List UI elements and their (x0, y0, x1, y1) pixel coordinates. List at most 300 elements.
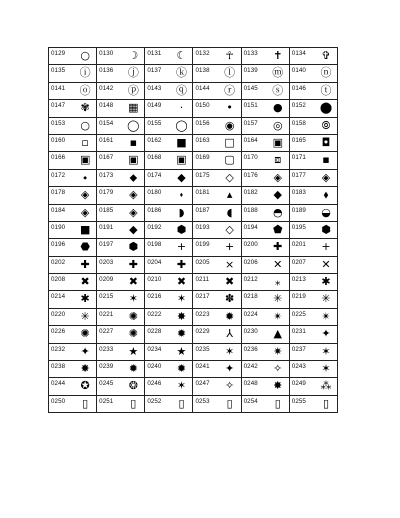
symbol-code: 0235 (195, 345, 210, 353)
symbol-code: 0171 (291, 154, 306, 162)
symbol-table-body (49, 48, 338, 413)
diamond-outline-icon: ◇ (225, 222, 234, 236)
symbol-code: 0213 (291, 276, 306, 284)
diamond-in-diamond-icon: ◈ (80, 205, 90, 219)
symbol-cell (49, 308, 97, 325)
symbol-cell (241, 100, 289, 117)
symbol-cell (145, 326, 193, 343)
symbol-code: 0212 (243, 276, 258, 284)
medium-circle-icon: ● (272, 101, 283, 115)
symbol-code: 0165 (291, 136, 306, 144)
symbol-code: 0175 (195, 171, 210, 179)
symbol-cell (193, 221, 241, 238)
symbol-cell (49, 239, 97, 256)
symbol-code: 0230 (243, 328, 258, 336)
symbol-cell (97, 361, 145, 378)
symbol-code: 0200 (243, 241, 258, 249)
rectangle-outline-icon: ▯ (322, 396, 330, 410)
circled-numeral-icon: ⓠ (175, 83, 187, 97)
symbol-code: 0237 (291, 345, 306, 353)
symbol-cell (241, 117, 289, 134)
symbol-cell (97, 48, 145, 65)
asterisk-icon: ✱ (80, 292, 90, 306)
symbol-code: 0244 (51, 380, 66, 388)
circle-outline-icon: ◯ (175, 118, 188, 132)
six-point-star-icon: ✶ (321, 344, 331, 358)
symbol-code: 0190 (51, 223, 66, 231)
symbol-cell (241, 378, 289, 395)
circled-star-icon: ✪ (80, 379, 90, 393)
symbol-code: 0148 (99, 102, 114, 110)
symbol-code: 0196 (51, 241, 66, 249)
symbol-cell (289, 308, 337, 325)
sixteen-point-asterisk-icon: ✺ (80, 327, 90, 341)
symbol-code: 0253 (195, 397, 210, 405)
twelve-point-star-icon: ✹ (176, 362, 187, 376)
sixteen-point-asterisk-icon: ✺ (128, 309, 138, 323)
eight-point-star-icon: ✷ (273, 344, 283, 358)
four-point-star-outline-icon: ✧ (273, 362, 283, 376)
small-dot-icon: · (179, 101, 184, 115)
symbol-cell (289, 100, 337, 117)
symbol-cell (97, 152, 145, 169)
symbol-code: 0130 (99, 50, 114, 57)
horizontal-hexagon-icon: ⬣ (80, 240, 90, 254)
symbol-cell (97, 65, 145, 82)
symbol-cell (289, 187, 337, 204)
symbol-code: 0150 (195, 102, 210, 110)
symbol-code: 0193 (195, 223, 210, 231)
symbol-code: 0134 (291, 50, 306, 57)
circled-numeral-icon: ⓡ (224, 83, 236, 97)
symbol-code: 0231 (291, 328, 306, 336)
symbol-code: 0156 (195, 119, 210, 127)
symbol-code: 0194 (243, 223, 258, 231)
diamond-in-diamond-icon: ◈ (129, 205, 138, 219)
symbol-code: 0220 (51, 310, 66, 318)
x-icon: ✕ (321, 257, 331, 271)
table-row (49, 291, 338, 308)
symbol-code: 0239 (99, 363, 114, 371)
symbol-cell (193, 204, 241, 221)
symbol-cell (145, 395, 193, 412)
symbol-cell (289, 256, 337, 273)
symbol-code: 0227 (99, 328, 114, 336)
circle-outline-icon: ○ (80, 49, 90, 62)
symbol-code: 0144 (195, 84, 210, 92)
symbol-code: 0249 (291, 380, 306, 388)
symbol-code: 0151 (243, 102, 258, 110)
symbol-cell (193, 239, 241, 256)
asterisk-icon: ✱ (321, 275, 331, 289)
symbol-code: 0221 (99, 310, 114, 318)
symbol-code: 0139 (243, 67, 258, 75)
circled-numeral-icon: ⓞ (79, 83, 91, 97)
symbol-cell (289, 343, 337, 360)
symbol-cell (193, 65, 241, 82)
heavy-asterisk-icon: ✽ (225, 292, 235, 306)
symbol-cell (241, 221, 289, 238)
symbol-cell (97, 343, 145, 360)
right-half-circle-icon: ◗ (178, 205, 185, 219)
symbol-code: 0169 (195, 154, 210, 162)
symbol-code: 0161 (99, 136, 114, 144)
small-triangle-icon: ▴ (226, 188, 233, 202)
symbol-cell (289, 48, 337, 65)
symbol-code: 0201 (291, 241, 306, 249)
symbol-code: 0141 (51, 84, 66, 92)
flower-icon: ✾ (80, 101, 90, 115)
symbol-cell (97, 221, 145, 238)
square-in-square-icon: ▣ (272, 135, 283, 149)
eight-point-star-icon: ✴ (321, 309, 331, 323)
symbol-cell (49, 274, 97, 291)
symbol-code: 0192 (147, 223, 162, 231)
symbol-cell (49, 343, 97, 360)
square-icon: ■ (176, 135, 187, 149)
symbol-cell (49, 221, 97, 238)
table-row (49, 378, 338, 395)
symbol-code: 0218 (243, 293, 258, 301)
symbol-code: 0178 (51, 189, 66, 197)
diamond-icon: ◆ (177, 170, 186, 184)
symbol-cell (145, 117, 193, 134)
symbol-cell (289, 378, 337, 395)
symbol-cell (289, 204, 337, 221)
heavy-eight-point-star-icon: ✸ (176, 309, 187, 323)
symbol-code: 0238 (51, 363, 66, 371)
pentagon-icon: ⬟ (273, 222, 283, 236)
symbol-code: 0228 (147, 328, 162, 336)
symbol-code: 0154 (99, 119, 114, 127)
square-icon: ■ (79, 222, 91, 236)
symbol-cell (241, 82, 289, 99)
symbol-code: 0215 (99, 293, 114, 301)
symbol-cell (97, 308, 145, 325)
heavy-x-icon: ✖ (128, 275, 138, 289)
symbol-cell (49, 82, 97, 99)
symbol-cell (193, 343, 241, 360)
three-point-star-icon: ⅄ (226, 327, 233, 341)
symbol-cell (97, 169, 145, 186)
symbol-cell (49, 117, 97, 134)
square-in-square-icon: ▣ (176, 153, 187, 167)
symbol-code: 0202 (51, 258, 66, 266)
table-row (49, 82, 338, 99)
symbol-code: 0199 (195, 241, 210, 249)
small-square-icon: ▪ (129, 135, 138, 149)
symbol-cell (289, 117, 337, 134)
symbol-cell (241, 239, 289, 256)
symbol-code: 0240 (147, 363, 162, 371)
symbol-code: 0185 (99, 206, 114, 214)
hexagon-icon: ⬢ (176, 222, 187, 236)
circled-numeral-icon: ⓢ (272, 83, 284, 97)
symbol-cell (97, 100, 145, 117)
symbol-cell (145, 343, 193, 360)
circled-numeral-icon: ⓟ (127, 83, 139, 97)
symbol-code: 0226 (51, 328, 66, 336)
symbol-code: 0243 (291, 363, 306, 371)
symbol-cell (97, 117, 145, 134)
table-row (49, 326, 338, 343)
symbol-code: 0173 (99, 171, 114, 179)
symbol-code: 0166 (51, 154, 66, 162)
symbol-cell (193, 395, 241, 412)
table-row (49, 256, 338, 273)
symbol-code: 0146 (291, 84, 306, 92)
symbol-code: 0172 (51, 171, 66, 179)
left-half-circle-icon: ◖ (226, 205, 233, 219)
diamond-icon: ◆ (129, 222, 138, 236)
shadowed-cross-icon: ✞ (321, 49, 331, 62)
symbol-cell (49, 204, 97, 221)
symbol-code: 0162 (147, 136, 162, 144)
symbol-code: 0177 (291, 171, 306, 179)
symbol-code: 0164 (243, 136, 258, 144)
table-row (49, 187, 338, 204)
twelve-point-star-icon: ✹ (225, 309, 235, 323)
symbol-code: 0209 (99, 276, 114, 284)
table-row (49, 48, 338, 65)
heavy-plus-icon: ✚ (176, 257, 187, 271)
symbol-code: 0182 (243, 189, 258, 197)
five-point-star-icon: ★ (128, 344, 139, 358)
symbol-cell (241, 256, 289, 273)
symbol-code: 0214 (51, 293, 66, 301)
symbol-cell (241, 169, 289, 186)
symbol-code: 0136 (99, 67, 114, 75)
symbol-cell (145, 65, 193, 82)
symbol-cell (193, 308, 241, 325)
thin-asterisk-icon: ⁎ (275, 275, 281, 289)
symbol-cell (145, 187, 193, 204)
symbol-cell (241, 134, 289, 151)
small-lozenge-icon: ⬪ (179, 188, 184, 202)
six-point-star-icon: ✶ (225, 344, 235, 358)
symbol-cell (145, 256, 193, 273)
rectangle-outline-icon: ▯ (82, 396, 89, 410)
symbol-code: 0145 (243, 84, 258, 92)
symbol-cell (145, 82, 193, 99)
four-point-star-icon: ✦ (80, 344, 90, 358)
square-in-square-icon: ▣ (128, 153, 139, 167)
symbol-code: 0187 (195, 206, 210, 214)
thin-plus-icon: + (176, 240, 187, 254)
symbol-cell (145, 291, 193, 308)
symbol-code: 0180 (147, 189, 162, 197)
symbol-code: 0170 (243, 154, 258, 162)
symbol-cell (193, 134, 241, 151)
symbol-cell (289, 239, 337, 256)
symbol-cell (289, 361, 337, 378)
symbol-code: 0219 (291, 293, 306, 301)
symbol-cell (241, 152, 289, 169)
hatched-square-icon: ▦ (128, 101, 139, 115)
heavy-plus-icon: ✚ (80, 257, 90, 271)
symbol-cell (289, 326, 337, 343)
symbol-code: 0198 (147, 241, 162, 249)
lozenge-icon: ⬧ (323, 188, 329, 202)
circled-numeral-icon: ⓘ (79, 66, 91, 80)
symbol-cell (193, 291, 241, 308)
symbol-code: 0217 (195, 293, 210, 301)
symbol-code: 0203 (99, 258, 114, 266)
symbol-cell (49, 256, 97, 273)
symbol-code: 0247 (195, 380, 210, 388)
symbol-cell (49, 395, 97, 412)
symbol-code: 0241 (195, 363, 210, 371)
symbol-cell (145, 274, 193, 291)
heavy-plus-icon: ✚ (273, 240, 283, 254)
nested-square-icon: ⧈ (274, 153, 282, 167)
eight-spoked-asterisk-icon: ✳ (273, 292, 283, 306)
symbol-code: 0163 (195, 136, 210, 144)
symbol-code: 0131 (147, 50, 162, 57)
symbol-cell (289, 169, 337, 186)
symbol-cell (97, 274, 145, 291)
rectangle-outline-icon: ▯ (130, 396, 137, 410)
symbol-code: 0138 (195, 67, 210, 75)
symbol-code: 0176 (243, 171, 258, 179)
triangle-icon: ▲ (273, 327, 283, 341)
symbol-cell (145, 134, 193, 151)
symbol-code: 0250 (51, 397, 66, 405)
symbol-code: 0205 (195, 258, 210, 266)
dot-icon: • (226, 101, 233, 115)
latin-cross-icon: ✝ (273, 49, 283, 62)
plus-icon: + (321, 240, 331, 254)
square-outline-icon: □ (224, 135, 235, 149)
symbol-code: 0222 (147, 310, 162, 318)
symbol-cell (145, 378, 193, 395)
symbol-code: 0245 (99, 380, 114, 388)
symbol-cell (49, 100, 97, 117)
symbol-cell (193, 82, 241, 99)
inverse-bullet-icon: ◘ (321, 135, 331, 149)
symbol-cell (241, 326, 289, 343)
symbol-code: 0137 (147, 67, 162, 75)
bullseye-icon: ◎ (272, 118, 283, 132)
symbol-code: 0206 (243, 258, 258, 266)
symbol-cell (97, 204, 145, 221)
symbol-cell (241, 343, 289, 360)
asterism-icon: ⁂ (320, 379, 332, 393)
circled-numeral-icon: ⓛ (224, 66, 236, 80)
symbol-code: 0255 (291, 397, 306, 405)
symbol-cell (97, 134, 145, 151)
sixteen-point-asterisk-icon: ✺ (128, 327, 138, 341)
symbol-cell (145, 100, 193, 117)
symbol-code: 0234 (147, 345, 162, 353)
symbol-code: 0181 (195, 189, 210, 197)
rectangle-outline-icon: ▯ (226, 396, 233, 410)
rectangle-outline-icon: ▯ (178, 396, 185, 410)
symbol-code: 0158 (291, 119, 306, 127)
table-row (49, 274, 338, 291)
hexagon-icon: ⬢ (128, 240, 139, 254)
symbol-cell (97, 326, 145, 343)
symbol-cell (193, 48, 241, 65)
symbol-code: 0204 (147, 258, 162, 266)
crescent-moon-left-icon: ☾ (176, 49, 187, 62)
table-row (49, 395, 338, 412)
eight-point-star-icon: ✴ (273, 309, 283, 323)
circled-ring-icon: ⦾ (321, 118, 331, 132)
circled-numeral-icon: ⓚ (175, 66, 187, 80)
symbol-cell (193, 274, 241, 291)
symbol-cell (97, 187, 145, 204)
symbol-cell (145, 48, 193, 65)
heavy-x-icon: ✖ (80, 275, 90, 289)
upper-half-circle-icon: ◓ (272, 205, 283, 219)
symbol-code: 0208 (51, 276, 66, 284)
symbol-code: 0232 (51, 345, 66, 353)
symbol-code: 0160 (51, 136, 66, 144)
six-point-star-icon: ✶ (176, 292, 187, 306)
symbol-code: 0252 (147, 397, 162, 405)
symbol-cell (289, 395, 337, 412)
symbol-cell (241, 187, 289, 204)
table-row (49, 221, 338, 238)
symbol-cell (49, 291, 97, 308)
table-row (49, 152, 338, 169)
symbol-code: 0140 (291, 67, 306, 75)
symbol-cell (49, 326, 97, 343)
symbol-code: 0236 (243, 345, 258, 353)
heavy-x-icon: ✖ (225, 275, 235, 289)
table-row (49, 343, 338, 360)
table-row (49, 65, 338, 82)
five-point-star-icon: ★ (176, 344, 187, 358)
heavy-plus-icon: ✚ (128, 257, 138, 271)
symbol-cell (49, 169, 97, 186)
rectangle-outline-icon: ▯ (274, 396, 281, 410)
symbol-cell (49, 134, 97, 151)
symbol-code: 0149 (147, 102, 162, 110)
symbol-code: 0174 (147, 171, 162, 179)
table-row (49, 308, 338, 325)
circle-outline-icon: ○ (80, 118, 90, 132)
symbol-cell (193, 100, 241, 117)
symbol-cell (49, 378, 97, 395)
table-row (49, 169, 338, 186)
tiny-diamond-icon: ⬩ (83, 170, 88, 184)
symbol-cell (289, 134, 337, 151)
symbol-cell (193, 152, 241, 169)
four-point-star-icon: ✦ (321, 327, 331, 341)
symbol-code: 0223 (195, 310, 210, 318)
symbol-code: 0210 (147, 276, 162, 284)
thin-x-icon: × (225, 257, 235, 271)
table-row (49, 100, 338, 117)
symbol-cell (49, 65, 97, 82)
heavy-x-icon: ✖ (176, 275, 187, 289)
heavy-eight-point-star-icon: ✸ (273, 379, 283, 393)
symbol-cell (97, 378, 145, 395)
symbol-cell (145, 361, 193, 378)
symbol-cell (49, 48, 97, 65)
symbol-cell (97, 239, 145, 256)
symbol-cell (289, 152, 337, 169)
symbol-cell (193, 169, 241, 186)
symbol-cell (193, 326, 241, 343)
symbol-cell (241, 361, 289, 378)
crescent-moon-icon: ☽ (128, 49, 139, 62)
table-row (49, 117, 338, 134)
symbol-code: 0207 (291, 258, 306, 266)
symbol-cell (241, 291, 289, 308)
